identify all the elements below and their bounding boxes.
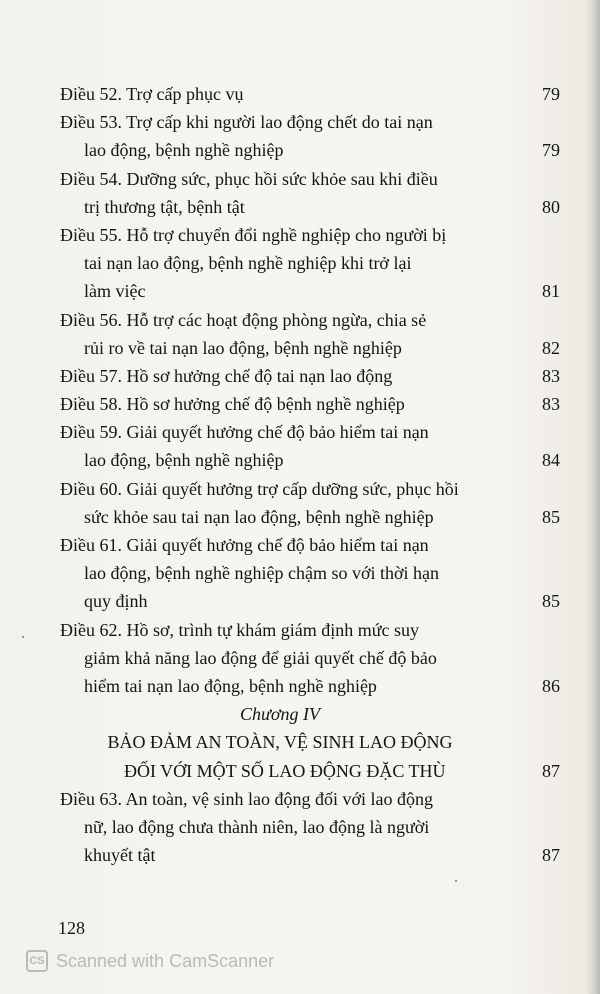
toc-entry-heading xyxy=(60,785,560,813)
toc-entry-page: 79 xyxy=(542,140,560,161)
toc-entry-continuation xyxy=(60,277,560,305)
toc-entry-page: 79 xyxy=(542,84,560,104)
toc-entry xyxy=(60,531,560,616)
toc-entry-text: giảm khả năng lao động để giải quyết chế độ bảo xyxy=(84,647,437,668)
toc-entry xyxy=(60,306,560,362)
toc-entry-text: sức khỏe sau tai nạn lao động, bệnh nghề nghiệp xyxy=(84,506,434,527)
toc-entry-continuation xyxy=(60,587,560,615)
toc-entry-heading xyxy=(60,616,560,644)
page-number: 128 xyxy=(58,918,85,938)
toc-entry-continuation xyxy=(60,644,560,672)
toc-entry-text: rủi ro về tai nạn lao động, bệnh nghề nghiệp xyxy=(84,337,402,358)
toc-entry-text: tai nạn lao động, bệnh nghề nghiệp khi trở lại xyxy=(84,253,412,274)
toc-entry xyxy=(60,80,560,108)
toc-entry xyxy=(60,362,560,390)
toc-entry-text: hiểm tai nạn lao động, bệnh nghề nghiệp xyxy=(84,675,377,696)
toc-entry xyxy=(60,785,560,870)
toc-entry-text: lao động, bệnh nghề nghiệp xyxy=(84,140,284,161)
chapter-title-line-2: ĐỐI VỚI MỘT SỐ LAO ĐỘNG ĐẶC THÙ xyxy=(124,760,446,781)
chapter-page-number: 87 xyxy=(542,760,560,781)
toc-section xyxy=(60,785,560,870)
watermark-text: Scanned with CamScanner xyxy=(56,950,275,971)
toc-entry xyxy=(60,108,560,164)
toc-section xyxy=(60,80,560,700)
toc-entry-heading xyxy=(60,165,560,193)
toc-entry-heading xyxy=(60,390,560,418)
toc-entry-continuation xyxy=(60,193,560,221)
toc-entry-text: khuyết tật xyxy=(84,845,156,866)
toc-entry-page: 84 xyxy=(542,450,560,471)
camscanner-icon: CS xyxy=(26,950,48,972)
toc-entry xyxy=(60,165,560,221)
toc-entry-heading xyxy=(60,531,560,559)
toc-entry-text: lao động, bệnh nghề nghiệp chậm so với thời hạn xyxy=(84,563,439,584)
toc-entry-text: Điều 56. Hỗ trợ các hoạt động phòng ngừa, chia sẻ xyxy=(60,309,427,330)
toc-entry-text: làm việc xyxy=(84,281,146,302)
toc-entry-page: 82 xyxy=(542,337,560,358)
toc-entry-continuation xyxy=(60,334,560,362)
toc-entry-continuation xyxy=(60,446,560,474)
chapter-label: Chương IV xyxy=(240,704,320,725)
toc-entry-text: Điều 62. Hồ sơ, trình tự khám giám định mức suy xyxy=(60,619,419,640)
toc-entry xyxy=(60,616,560,701)
toc-entry-page: 85 xyxy=(542,591,560,612)
toc-entry-page: 83 xyxy=(542,365,560,386)
chapter-title-line-1: BẢO ĐẢM AN TOÀN, VỆ SINH LAO ĐỘNG xyxy=(107,732,453,753)
toc-entry-text: Điều 53. Trợ cấp khi người lao động chết do tai nạn xyxy=(60,112,433,133)
toc-entry-text: trị thương tật, bệnh tật xyxy=(84,196,245,217)
toc-entry-text: Điều 52. Trợ cấp phục vụ xyxy=(60,84,244,104)
page-binding-shadow xyxy=(586,0,600,994)
toc-entry-page: 81 xyxy=(542,281,560,302)
table-of-contents xyxy=(60,80,560,869)
toc-entry xyxy=(60,390,560,418)
toc-entry-page: 85 xyxy=(542,506,560,527)
toc-entry-heading xyxy=(60,221,560,249)
scanner-watermark xyxy=(26,948,274,974)
toc-entry-text: Điều 54. Dưỡng sức, phục hồi sức khỏe sau khi điều xyxy=(60,168,438,189)
toc-entry-continuation xyxy=(60,136,560,164)
toc-entry-text: Điều 57. Hồ sơ hưởng chế độ tai nạn lao động xyxy=(60,365,393,386)
toc-entry-text: Điều 59. Giải quyết hưởng chế độ bảo hiểm tai nạn xyxy=(60,422,429,443)
toc-entry-page: 83 xyxy=(542,394,560,415)
toc-entry-continuation xyxy=(60,813,560,841)
toc-entry-continuation xyxy=(60,503,560,531)
toc-entry-heading xyxy=(60,475,560,503)
toc-entry-heading xyxy=(60,418,560,446)
toc-entry-text: Điều 55. Hỗ trợ chuyển đổi nghề nghiệp cho người bị xyxy=(60,224,447,245)
toc-entry xyxy=(60,221,560,306)
toc-entry xyxy=(60,475,560,531)
toc-entry-text: lao động, bệnh nghề nghiệp xyxy=(84,450,284,471)
toc-entry-continuation xyxy=(60,559,560,587)
scan-speck xyxy=(455,880,457,882)
toc-entry-continuation xyxy=(60,841,560,869)
toc-entry-text: Điều 61. Giải quyết hưởng chế độ bảo hiểm tai nạn xyxy=(60,535,429,555)
toc-entry-heading xyxy=(60,362,560,390)
toc-entry-page: 87 xyxy=(542,845,560,866)
chapter-block xyxy=(60,700,560,785)
scan-speck xyxy=(22,636,24,638)
toc-entry-page: 80 xyxy=(542,196,560,217)
toc-entry-continuation xyxy=(60,672,560,700)
toc-entry-page: 86 xyxy=(542,675,560,696)
toc-entry-heading xyxy=(60,108,560,136)
toc-entry-text: nữ, lao động chưa thành niên, lao động là người xyxy=(84,816,430,837)
toc-entry-continuation xyxy=(60,249,560,277)
toc-entry-text: Điều 63. An toàn, vệ sinh lao động đối với lao động xyxy=(60,788,433,809)
toc-entry-heading xyxy=(60,306,560,334)
toc-entry-heading xyxy=(60,80,560,108)
toc-entry xyxy=(60,418,560,474)
toc-entry-text: Điều 58. Hồ sơ hưởng chế độ bệnh nghề nghiệp xyxy=(60,394,405,415)
chapter-title-line-2-row xyxy=(60,757,560,785)
toc-entry-text: Điều 60. Giải quyết hưởng trợ cấp dưỡng sức, phục hồi xyxy=(60,478,459,499)
toc-entry-text: quy định xyxy=(84,591,148,612)
